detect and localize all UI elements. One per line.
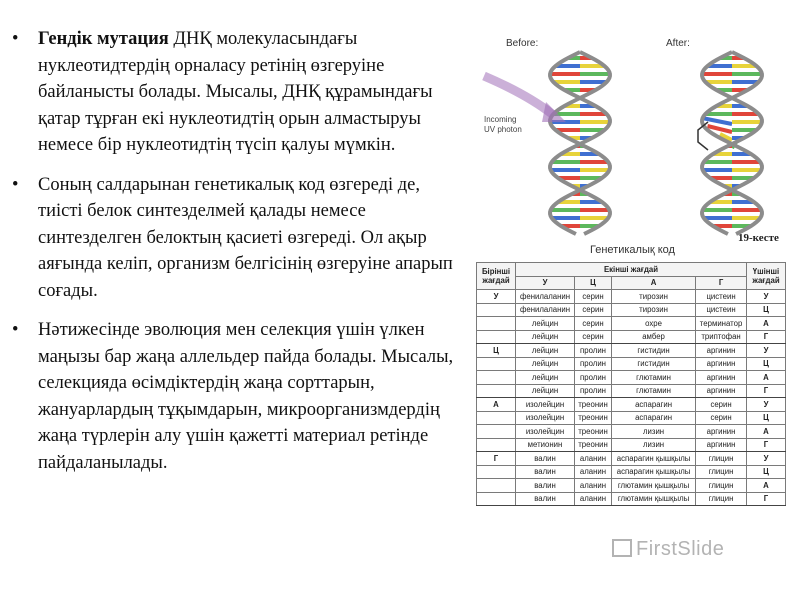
bullet-text: ДНҚ молекуласындағы нуклеотидтердің орналасу ретінің өзгеруіне байланысты болады. Мысалы, ДНҚ құрамындағы қатар тұрған екі нуклеотидтің орын алмастыруы немесе бір нуклеотидтің түсіп қалуы мүмкін.	[38, 29, 433, 155]
backbone-strand	[702, 52, 762, 234]
slide-icon	[612, 539, 632, 557]
third-base-cell: У	[747, 344, 786, 358]
amino-acid-cell: аспарагин	[612, 398, 696, 412]
backbone-strand	[550, 52, 610, 234]
table-row	[477, 344, 786, 358]
amino-acid-cell: аланин	[575, 465, 612, 479]
second-base-u: У	[516, 276, 575, 290]
amino-acid-cell: серин	[696, 411, 747, 425]
first-base-cell	[477, 492, 516, 506]
table-row	[477, 317, 786, 331]
amino-acid-cell: триптофан	[696, 330, 747, 344]
amino-acid-cell: треонин	[575, 411, 612, 425]
amino-acid-cell: терминатор	[696, 317, 747, 331]
amino-acid-cell: аргинин	[696, 344, 747, 358]
first-base-cell	[477, 371, 516, 385]
amino-acid-cell: серин	[575, 290, 612, 304]
table-row	[477, 357, 786, 371]
amino-acid-cell: аргинин	[696, 371, 747, 385]
amino-acid-cell: глицин	[696, 479, 747, 493]
table-row	[477, 371, 786, 385]
third-base-cell: У	[747, 452, 786, 466]
first-base-cell	[477, 384, 516, 398]
third-base-cell: Ц	[747, 465, 786, 479]
table-caption: Генетикалық код	[590, 244, 675, 256]
table-row	[477, 479, 786, 493]
bullet-dot: •	[12, 320, 19, 340]
bullet-text: Соның салдарынан генетикалық код өзгереді де, тиісті белок синтезделмей қалады немесе синтезделген белоктың қасиеті өзгереді. Ол ақыр аяғында келіп, организм белгісінің өзгеруіне апарып соғады.	[38, 174, 453, 301]
amino-acid-cell: пролин	[575, 357, 612, 371]
amino-acid-cell: лейцин	[516, 384, 575, 398]
amino-acid-cell: лейцин	[516, 344, 575, 358]
watermark	[612, 538, 724, 561]
first-base-cell	[477, 465, 516, 479]
third-base-cell: А	[747, 479, 786, 493]
first-base-cell	[477, 357, 516, 371]
amino-acid-cell: изолейцин	[516, 411, 575, 425]
amino-acid-cell: фенилаланин	[516, 303, 575, 317]
amino-acid-cell: аргинин	[696, 357, 747, 371]
third-base-cell: Г	[747, 330, 786, 344]
photon-label-2: UV photon	[484, 125, 522, 134]
dna-figure-svg	[482, 30, 782, 242]
amino-acid-cell: пролин	[575, 371, 612, 385]
table-row	[477, 452, 786, 466]
amino-acid-cell: пролин	[575, 384, 612, 398]
table-row	[477, 290, 786, 304]
first-base-cell	[477, 317, 516, 331]
table-row	[477, 465, 786, 479]
header-second-position: Екінші жағдай	[516, 263, 747, 277]
amino-acid-cell: аспарагин қышқылы	[612, 465, 696, 479]
amino-acid-cell: лейцин	[516, 317, 575, 331]
amino-acid-cell: валин	[516, 465, 575, 479]
amino-acid-cell: глицин	[696, 452, 747, 466]
amino-acid-cell: гистидин	[612, 344, 696, 358]
thymine-dimer-mark	[698, 122, 708, 150]
third-base-cell: Ц	[747, 411, 786, 425]
amino-acid-cell: глицин	[696, 492, 747, 506]
amino-acid-cell: валин	[516, 479, 575, 493]
after-label: After:	[666, 38, 690, 49]
table-row	[477, 425, 786, 439]
table-row	[477, 411, 786, 425]
first-base-cell	[477, 479, 516, 493]
bullet-text: Нәтижесінде эволюция мен селекция үшін үлкен маңызы бар жаңа аллельдер пайда болады. Мысалы, селекцияда өсімдіктердің жаңа сорттарын, жануарлардың тұқымдарын, микроорганизмдердің жаңа түрлерін алу үшін қажетті материал ретінде пайдаланылады.	[38, 320, 454, 473]
amino-acid-cell: лейцин	[516, 371, 575, 385]
amino-acid-cell: аспарагин қышқылы	[612, 452, 696, 466]
amino-acid-cell: аргинин	[696, 384, 747, 398]
third-base-cell: Ц	[747, 303, 786, 317]
second-base-c: Ц	[575, 276, 612, 290]
amino-acid-cell: глютамин қышқылы	[612, 479, 696, 493]
amino-acid-cell: тирозин	[612, 290, 696, 304]
bullet-dot: •	[12, 29, 19, 49]
first-base-cell: А	[477, 398, 516, 412]
first-base-cell: У	[477, 290, 516, 304]
third-base-cell: А	[747, 371, 786, 385]
amino-acid-cell: аланин	[575, 452, 612, 466]
amino-acid-cell: валин	[516, 452, 575, 466]
amino-acid-cell: лизин	[612, 425, 696, 439]
third-base-cell: Г	[747, 492, 786, 506]
table-header-row	[477, 263, 786, 277]
genetic-code-table	[476, 262, 786, 506]
table-body	[477, 290, 786, 506]
amino-acid-cell: лейцин	[516, 357, 575, 371]
amino-acid-cell: аланин	[575, 479, 612, 493]
watermark-text: FirstSlide	[636, 538, 725, 560]
header-third-position: Үшінші жағдай	[747, 263, 786, 290]
third-base-cell: Г	[747, 438, 786, 452]
text-column	[8, 26, 463, 489]
amino-acid-cell: аргинин	[696, 425, 747, 439]
amino-acid-cell: лизин	[612, 438, 696, 452]
amino-acid-cell: изолейцин	[516, 398, 575, 412]
third-base-cell: А	[747, 317, 786, 331]
amino-acid-cell: пролин	[575, 344, 612, 358]
amino-acid-cell: цистеин	[696, 303, 747, 317]
table-row	[477, 438, 786, 452]
amino-acid-cell: лейцин	[516, 330, 575, 344]
table-row	[477, 398, 786, 412]
amino-acid-cell: аспарагин	[612, 411, 696, 425]
third-base-cell: Г	[747, 384, 786, 398]
bullet-evolution	[8, 317, 463, 476]
amino-acid-cell: амбер	[612, 330, 696, 344]
table-row	[477, 303, 786, 317]
header-first-position: Бірінші жағдай	[477, 263, 516, 290]
dna-helix-before	[550, 52, 610, 234]
third-base-cell: У	[747, 290, 786, 304]
amino-acid-cell: серин	[696, 398, 747, 412]
amino-acid-cell: глютамин	[612, 384, 696, 398]
table-row	[477, 384, 786, 398]
amino-acid-cell: фенилаланин	[516, 290, 575, 304]
dna-mutation-figure	[482, 30, 782, 242]
third-base-cell: А	[747, 425, 786, 439]
first-base-cell	[477, 438, 516, 452]
third-base-cell: Ц	[747, 357, 786, 371]
amino-acid-cell: серин	[575, 330, 612, 344]
first-base-cell	[477, 330, 516, 344]
figure-number: 19-кесте	[738, 232, 779, 244]
second-base-g: Г	[696, 276, 747, 290]
amino-acid-cell: метионин	[516, 438, 575, 452]
amino-acid-cell: аланин	[575, 492, 612, 506]
amino-acid-cell: треонин	[575, 425, 612, 439]
first-base-cell	[477, 425, 516, 439]
amino-acid-cell: серин	[575, 317, 612, 331]
amino-acid-cell: тирозин	[612, 303, 696, 317]
first-base-cell: Ц	[477, 344, 516, 358]
amino-acid-cell: треонин	[575, 438, 612, 452]
amino-acid-cell: глютамин қышқылы	[612, 492, 696, 506]
amino-acid-cell: аргинин	[696, 438, 747, 452]
first-base-cell	[477, 303, 516, 317]
photon-label-1: Incoming	[484, 115, 517, 124]
table-row	[477, 330, 786, 344]
term-gene-mutation: Гендік мутация	[38, 29, 169, 49]
bullet-gene-mutation	[8, 26, 463, 159]
table-subheader-row	[477, 276, 786, 290]
amino-acid-cell: цистеин	[696, 290, 747, 304]
amino-acid-cell: охре	[612, 317, 696, 331]
table-row	[477, 492, 786, 506]
amino-acid-cell: треонин	[575, 398, 612, 412]
amino-acid-cell: валин	[516, 492, 575, 506]
bullet-consequence	[8, 172, 463, 305]
dna-helix-after	[702, 52, 762, 234]
dimer-bracket	[698, 122, 708, 150]
amino-acid-cell: серин	[575, 303, 612, 317]
amino-acid-cell: гистидин	[612, 357, 696, 371]
first-base-cell: Г	[477, 452, 516, 466]
first-base-cell	[477, 411, 516, 425]
amino-acid-cell: изолейцин	[516, 425, 575, 439]
third-base-cell: У	[747, 398, 786, 412]
amino-acid-cell: глютамин	[612, 371, 696, 385]
before-label: Before:	[506, 38, 539, 49]
second-base-a: А	[612, 276, 696, 290]
uv-photon-arrow	[484, 76, 552, 114]
amino-acid-cell: глицин	[696, 465, 747, 479]
bullet-dot: •	[12, 174, 19, 195]
